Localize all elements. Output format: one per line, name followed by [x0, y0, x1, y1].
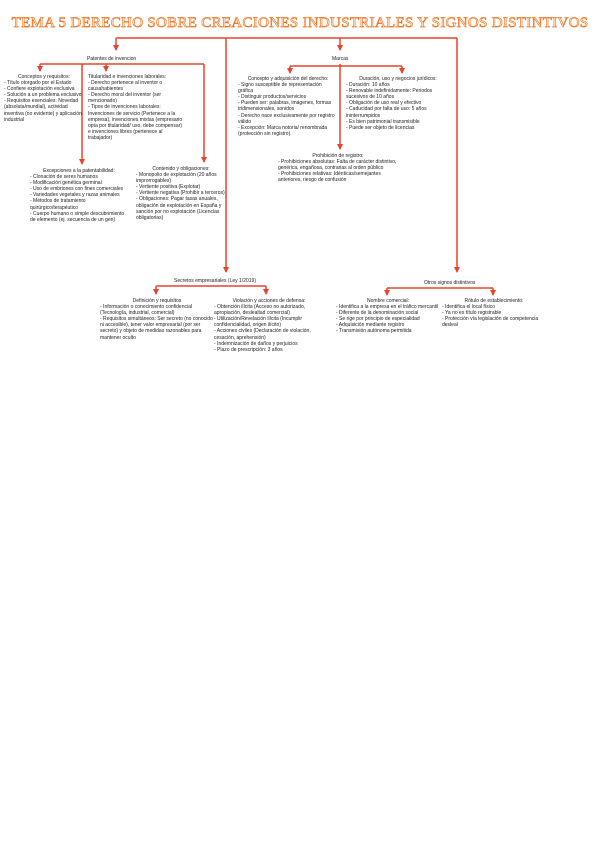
block-line: - Métodos de tratamiento quirúrgico/terapéutico [30, 198, 86, 211]
block-violacion [214, 298, 324, 353]
block-line: - Renovable indefinidamente: Periodos sucesivos de 10 años [346, 88, 433, 101]
block-concepto-marca [238, 76, 338, 137]
block-rotulo [442, 298, 546, 328]
node-patentes: Patentes de invencion [87, 56, 137, 62]
block-line: - Identifica el local físico [442, 304, 496, 311]
block-conceptos [4, 74, 84, 123]
block-line: - Caducidad por falta de uso: 5 años ininterrumpidos [346, 106, 427, 119]
block-line: - Distinguir productos/servicios [238, 94, 307, 101]
block-line: - Puede ser objeto de licencias [346, 124, 415, 131]
page-title: TEMA 5 DERECHO SOBRE CREACIONES INDUSTRIALES Y SIGNOS DISTINTIVOS [11, 15, 589, 31]
block-title: Concepto y adquisición del derecho: [247, 76, 329, 82]
block-line: - Cuerpo humano o simple descubrimiento de elemento (ej. secuencia de un gen) [30, 210, 125, 223]
block-line: - Modificación genética germinal [30, 180, 102, 187]
block-definicion [100, 298, 214, 341]
block-line: - Utilización/Revelación ilícita (Incumplir confidencialidad, origen ilícito) [214, 316, 303, 329]
block-line: - Información o conocimiento confidencial (Tecnología, industrial, comercial) [100, 304, 192, 317]
block-line: - Prohibiciones relativas: Idénticas/semejantes anteriores, riesgo de confusión [278, 171, 381, 184]
block-line: - Confiere explotación exclusiva [4, 86, 75, 93]
block-title: Duración, uso y negocios jurídicos: [359, 76, 437, 82]
block-line: - Se rige por principio de especialidad [336, 316, 420, 323]
block-line: - Clonación de seres humanos [30, 174, 98, 181]
block-line: - Requisitos esenciales: Novedad (absoluta/mundial), actividad inventiva (no evidente) y aplicación industrial [4, 98, 82, 123]
block-line: - Identifica a la empresa en el tráfico mercantil [336, 304, 439, 311]
block-title: Definición y requisitos [132, 298, 182, 304]
block-line: - Requisitos simultáneos: Ser secreto (no conocido ni accesible), tener valor empresarial (por ser secreto) y objeto de medidas razonables para mantener oculto [100, 316, 213, 341]
block-title: Conceptos y requisitos: [18, 74, 70, 80]
block-line: - Obtención ilícita (Acceso no autorizado, apropiación, deslealtad comercial) [214, 304, 306, 317]
block-line: - Variedades vegetales y razas animales [30, 192, 120, 199]
block-line: - Excepción: Marca notoria/ renombrada (protección sin registro). [238, 124, 328, 137]
block-line: - Es bien patrimonial transmisible [346, 118, 420, 125]
block-line: - Diferente de la denominación social [336, 310, 419, 317]
block-line: - Plazo de prescripción: 3 años [214, 346, 283, 353]
node-marcas: Marcas [332, 56, 349, 62]
block-line: - Adquisición mediante registro [336, 322, 405, 329]
block-line: - Derecho moral del inventor (ser mencionado) [88, 92, 162, 105]
block-excepciones [30, 168, 128, 223]
block-line: - Uso de embriones con fines comerciales [30, 186, 124, 193]
block-titularidad [88, 74, 186, 141]
block-line: - Signo susceptible de representación gráfica [238, 82, 322, 95]
block-line: - Vertiente positiva (Explotar) [136, 184, 201, 191]
block-line: - Acciones civiles (Declaración de violación, cesación, aprehensión) [214, 328, 311, 341]
block-line: - Monopolio de explotación (20 años improrrogables) [136, 172, 217, 185]
block-line: - Título otorgado por el Estado [4, 80, 72, 87]
block-line: Titularidad e invenciones laborales: [88, 74, 167, 80]
block-line: - Protección vía legislación de competencia desleal [442, 316, 539, 329]
block-line: - Pueden ser: palabras, imágenes, formas tridimensionales, sonidos [238, 100, 332, 113]
block-prohibicion [278, 153, 398, 183]
block-line: - Indemnización de daños y perjuicios [214, 340, 298, 347]
block-line: - Obligaciones: Pagar tasas anuales, obligación de explotación en España y sanción por no explotación (Licencias obligatorias) [136, 196, 222, 221]
node-secretos: Secretos empresariales (Ley 1/2019) [174, 278, 256, 284]
block-line: - Prohibiciones absolutas: Falta de carácter distintivo, genérica, engañosa, contrarias al orden público [278, 159, 397, 172]
block-title: Rótulo de establecimiento: [464, 298, 524, 304]
block-title: Nombre comercial: [367, 298, 409, 304]
block-line: - Transmisión autónoma permitida [336, 328, 412, 335]
block-line: - Vertiente negativa (Prohibir a terceros) [136, 190, 225, 197]
block-title: Excepciones a la patentabilidad: [43, 168, 115, 174]
block-title: Contenido y obligaciones: [152, 166, 210, 172]
block-duracion [346, 76, 450, 131]
block-line: - Obligación de uso real y efectivo [346, 100, 422, 107]
block-title: Violación y acciones de defensa: [232, 298, 306, 304]
block-line: - Tipos de invenciones laborales: Invenciones de servicio (Pertenece a la empresa), invenciones mixtas (empresario opta por titularidad/ uso, debe compensar) e invenciones libres (pertenece al trabajador) [88, 104, 183, 141]
node-otros: Otros signos distintivos [424, 280, 476, 286]
block-contenido [136, 166, 226, 221]
block-nombre-comercial [336, 298, 440, 335]
block-line: - Solución a un problema exclusivo [4, 92, 82, 99]
block-line: - Derecho pertenece al inventor o causahabientes [88, 80, 163, 93]
block-title: Prohibición de registro: [312, 153, 364, 159]
block-line: - Derecho nace exclusivamente por registro válido [238, 112, 335, 125]
block-line: - Ya no es título registrable [442, 310, 502, 317]
block-line: - Duración: 10 años [346, 82, 390, 89]
